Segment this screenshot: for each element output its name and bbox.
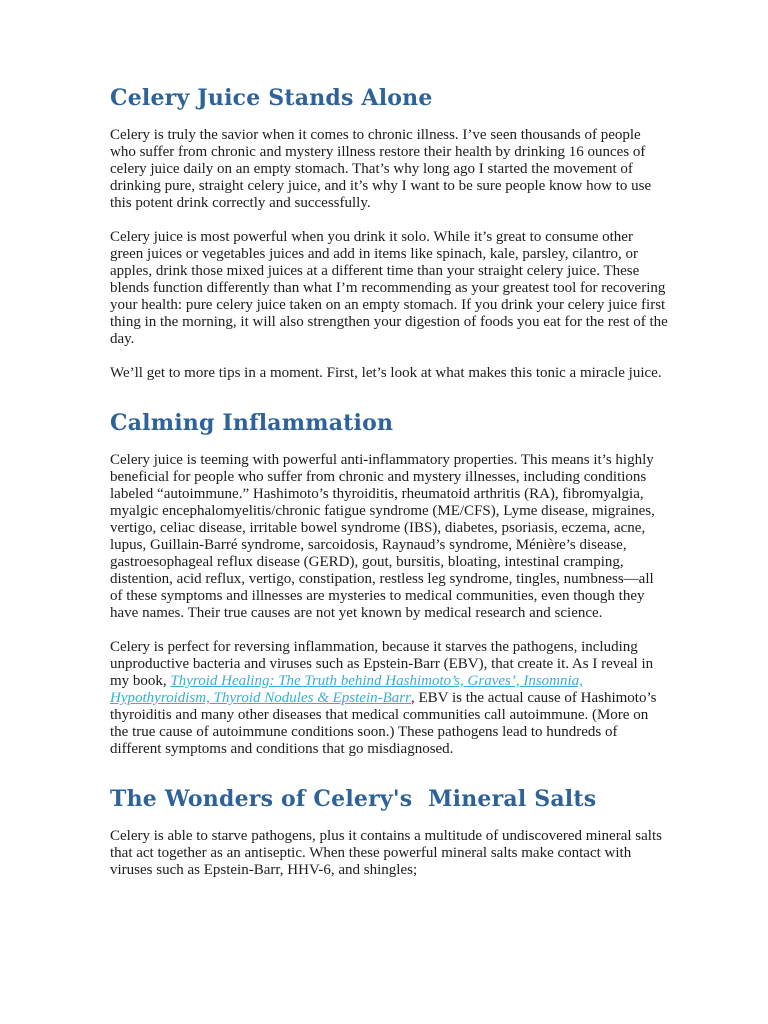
body-paragraph: We’ll get to more tips in a moment. First, let’s look at what makes this tonic a miracle juice. [110,365,662,381]
section-celery-juice-stands-alone [110,84,668,382]
section-calming-inflammation [110,409,668,758]
link-paragraph-after: , EBV is the actual cause of Hashimoto’s thyroiditis and many other diseases that medical communities call autoimmune. (More on the true cause of autoimmune conditions soon.) These pathogens lead to hundreds of different symptoms and conditions that go misdiagnosed. [110,690,657,757]
section-heading: Celery Juice Stands Alone [110,85,433,111]
body-paragraph: Celery juice is most powerful when you drink it solo. While it’s great to consume other green juices or vegetables juices and add in items like spinach, kale, parsley, cilantro, or apples, drink those mixed juices at a different time than your straight celery juice. These blends function differently than what I’m recommending as your greatest tool for recovering your health: pure celery juice taken on an empty stomach. If you drink your celery juice first thing in the morning, it will also strengthen your digestion of foods you eat for the rest of the day. [110,229,668,347]
section-wonders-of-mineral-salts [110,785,668,879]
body-paragraph: Celery is able to starve pathogens, plus it contains a multitude of undiscovered mineral salts that act together as an antiseptic. When these powerful mineral salts make contact with viruses such as Epstein-Barr, HHV-6, and shingles; [110,828,662,878]
section-heading: Calming Inflammation [110,410,394,436]
body-paragraph: Celery juice is teeming with powerful anti-inflammatory properties. This means it’s highly beneficial for people who suffer from chronic and mystery illnesses, including conditions labeled “autoimmune.” Hashimoto’s thyroiditis, rheumatoid arthritis (RA), fibromyalgia, myalgic encephalomyelitis/chronic fatigue syndrome (ME/CFS), Lyme disease, migraines, vertigo, celiac disease, irritable bowel syndrome (IBS), diabetes, psoriasis, eczema, acne, lupus, Guillain-Barré syndrome, sarcoidosis, Raynaud’s syndrome, Ménière’s disease, gastroesophageal reflux disease (GERD), gout, bursitis, bloating, intestinal cramping, distention, acid reflux, vertigo, constipation, restless leg syndrome, tingles, numbness—all of these symptoms and illnesses are mysteries to medical communities, even though they have names. Their true causes are not yet known by medical research and science. [110,452,655,621]
section-heading: The Wonders of Celery's Mineral Salts [110,786,597,812]
thyroid-healing-book-link[interactable]: Thyroid Healing: The Truth behind Hashimoto’s, Graves’, Insomnia, Hypothyroidism, Thyroid Nodules & Epstein-Barr [110,673,583,706]
body-paragraph-with-link [110,639,668,758]
body-paragraph: Celery is truly the savior when it comes to chronic illness. I’ve seen thousands of people who suffer from chronic and mystery illness restore their health by drinking 16 ounces of celery juice daily on an empty stomach. That’s why long ago I started the movement of drinking pure, straight celery juice, and it’s why I want to be sure people know how to use this potent drink correctly and successfully. [110,127,652,211]
link-paragraph-before: Celery is perfect for reversing inflammation, because it starves the pathogens, including unproductive bacteria and viruses such as Epstein-Barr (EBV), that create it. As I reveal in my book, [110,639,654,689]
